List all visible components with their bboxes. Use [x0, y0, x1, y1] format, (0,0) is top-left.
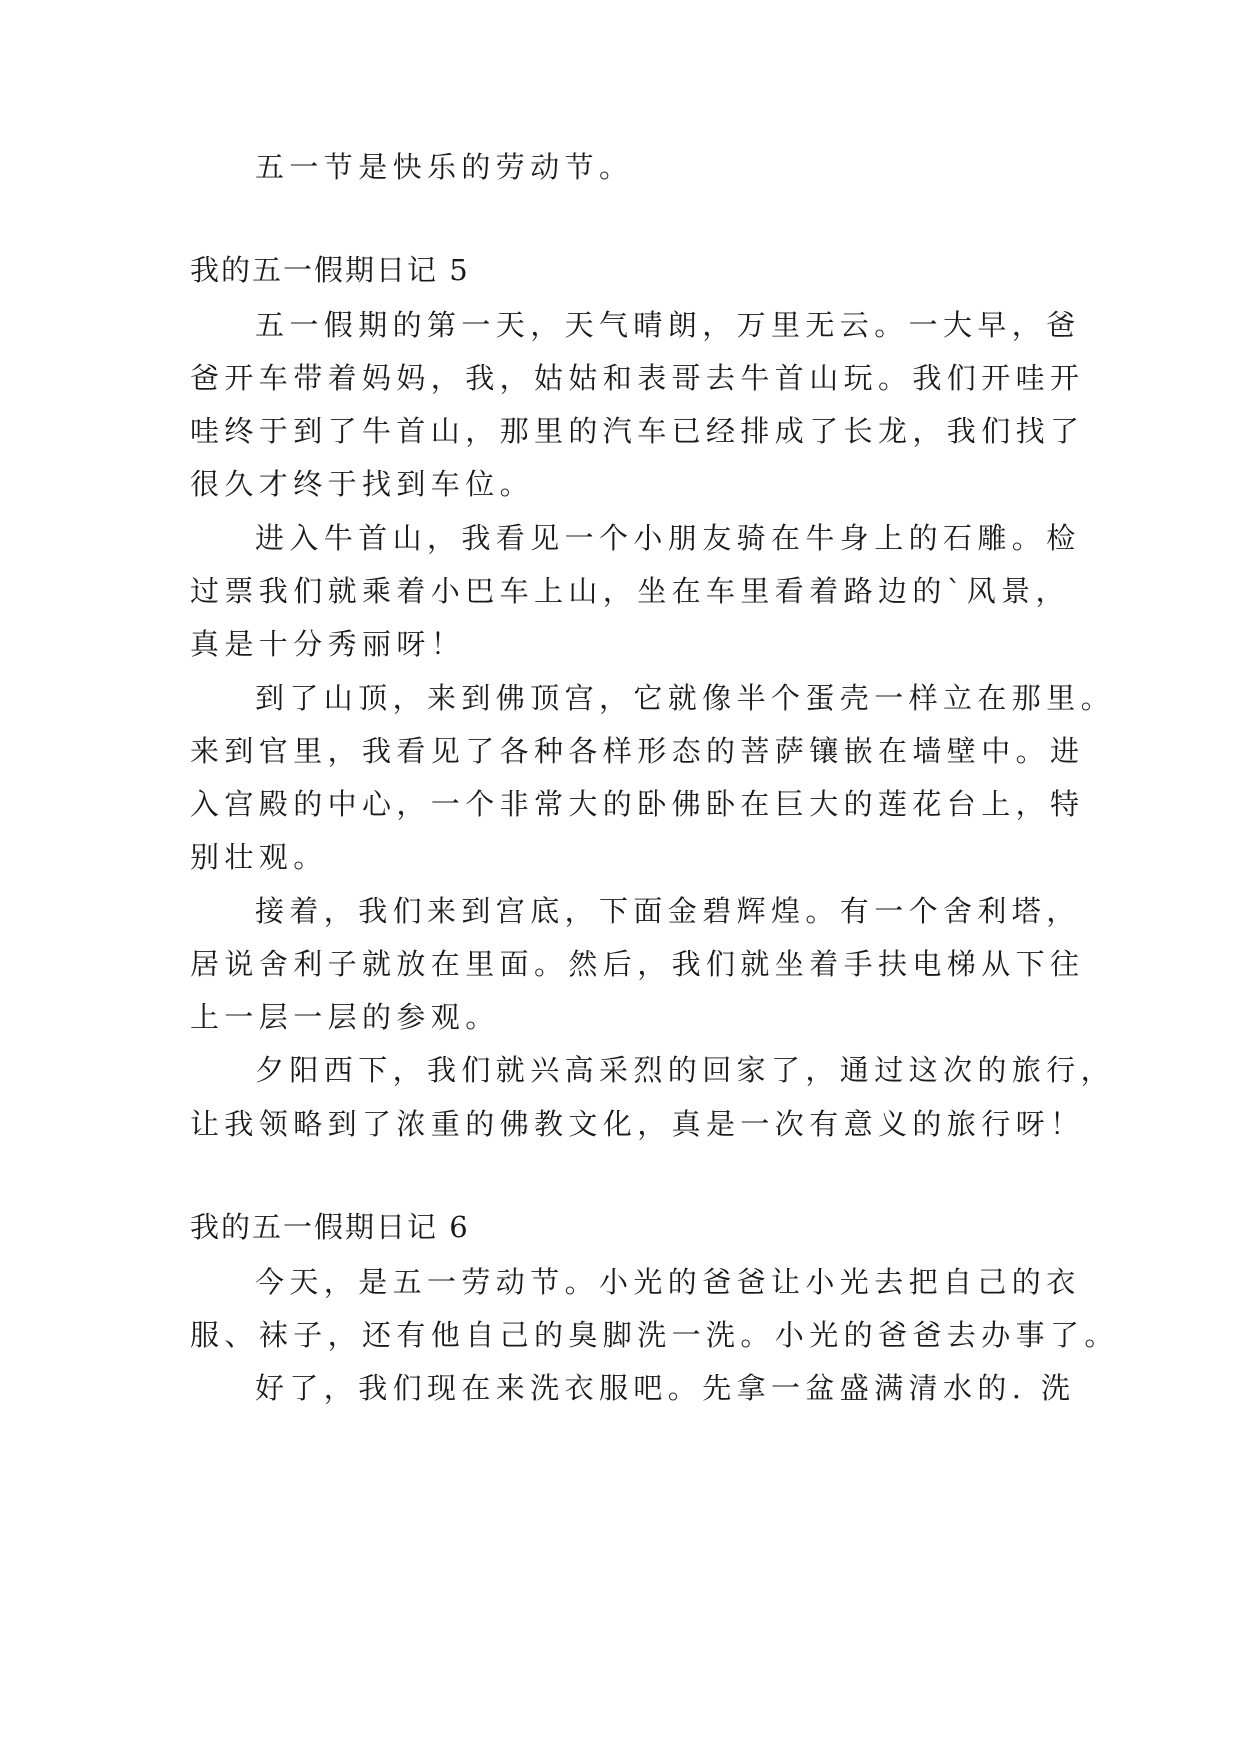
paragraph-line: 五一节是快乐的劳动节。 [255, 150, 634, 184]
paragraph-line: 别壮观。 [190, 840, 328, 874]
paragraph-line: 很久才终于找到车位。 [190, 467, 535, 501]
paragraph-line: 上一层一层的参观。 [190, 1000, 500, 1034]
paragraph-line: 让我领略到了浓重的佛教文化，真是一次有意义的旅行呀！ [190, 1107, 1085, 1141]
paragraph-line: 居说舍利子就放在里面。然后，我们就坐着手扶电梯从下往 [190, 947, 1085, 981]
paragraph-line: 服、袜子，还有他自己的臭脚洗一洗。小光的爸爸去办事了。 [190, 1318, 1119, 1352]
paragraph-line: 哇终于到了牛首山，那里的汽车已经排成了长龙，我们找了 [190, 414, 1085, 448]
paragraph-line: 爸开车带着妈妈，我，姑姑和表哥去牛首山玩。我们开哇开 [190, 361, 1085, 395]
paragraph-line: 进入牛首山，我看见一个小朋友骑在牛身上的石雕。检 [255, 521, 1081, 555]
section-heading: 我的五一假期日记 6 [190, 1210, 470, 1244]
paragraph-line: 夕阳西下，我们就兴高采烈的回家了，通过这次的旅行， [255, 1053, 1116, 1087]
paragraph-line: 入宫殿的中心，一个非常大的卧佛卧在巨大的莲花台上，特 [190, 787, 1085, 821]
paragraph-line: 五一假期的第一天，天气晴朗，万里无云。一大早，爸 [255, 308, 1081, 342]
paragraph-line: 到了山顶，来到佛顶宫，它就像半个蛋壳一样立在那里。 [255, 681, 1116, 715]
section-heading: 我的五一假期日记 5 [190, 253, 470, 287]
paragraph-line: 来到官里，我看见了各种各样形态的菩萨镶嵌在墙壁中。进 [190, 734, 1085, 768]
paragraph-line: 过票我们就乘着小巴车上山，坐在车里看着路边的`风景， [190, 574, 1070, 608]
paragraph-line: 真是十分秀丽呀！ [190, 627, 466, 661]
paragraph-line: 好了，我们现在来洗衣服吧。先拿一盆盛满清水的. 洗 [255, 1371, 1076, 1405]
paragraph-line: 接着，我们来到宫底，下面金碧辉煌。有一个舍利塔， [255, 894, 1081, 928]
paragraph-line: 今天，是五一劳动节。小光的爸爸让小光去把自己的衣 [255, 1265, 1081, 1299]
